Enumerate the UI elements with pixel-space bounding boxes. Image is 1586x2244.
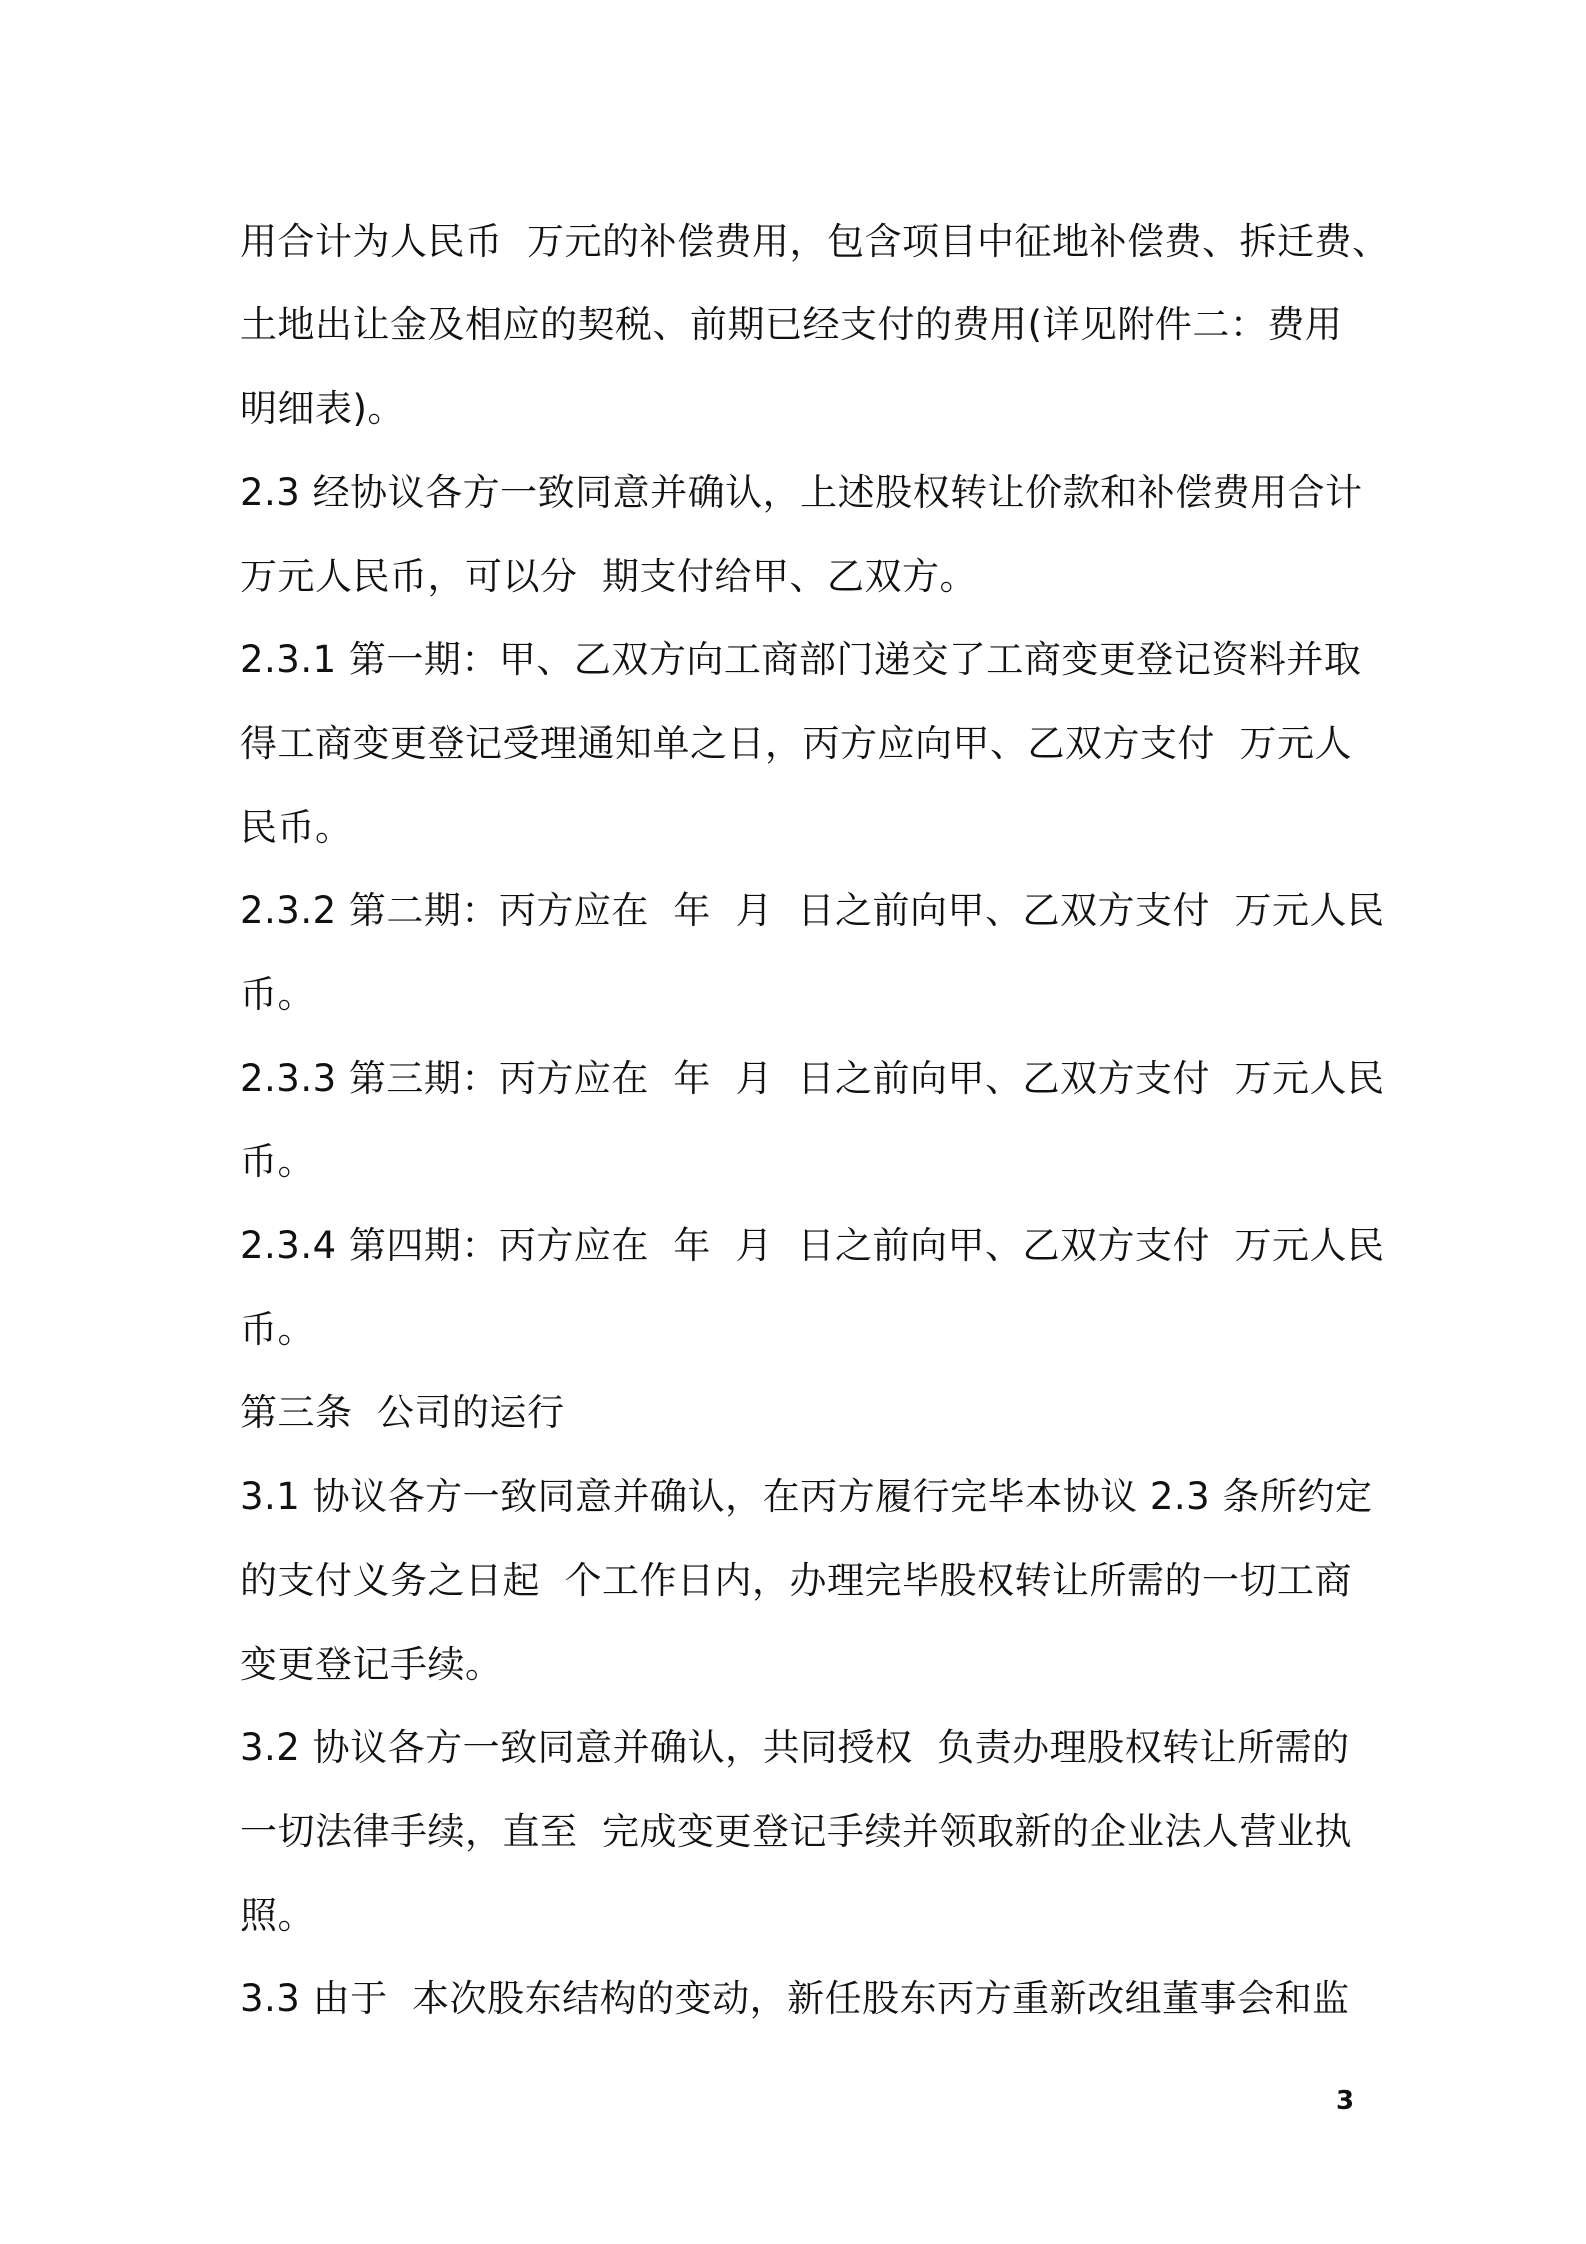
section-heading: 第三条 公司的运行 bbox=[240, 1391, 565, 1434]
text-line: 3.1 协议各方一致同意并确认，在丙方履行完毕本协议 2.3 条所约定 bbox=[240, 1475, 1373, 1518]
text-line: 币。 bbox=[240, 973, 315, 1016]
text-line: 明细表)。 bbox=[240, 387, 405, 430]
text-line: 用合计为人民币 万元的补偿费用，包含项目中征地补偿费、拆迁费、 bbox=[240, 220, 1390, 263]
text-line: 3.3 由于 本次股东结构的变动，新任股东丙方重新改组董事会和监 bbox=[240, 1977, 1350, 2020]
text-line: 2.3.1 第一期：甲、乙双方向工商部门递交了工商变更登记资料并取 bbox=[240, 638, 1362, 681]
text-line: 币。 bbox=[240, 1308, 315, 1351]
text-line: 万元人民币，可以分 期支付给甲、乙双方。 bbox=[240, 555, 978, 598]
text-line: 一切法律手续，直至 完成变更登记手续并领取新的企业法人营业执 bbox=[240, 1810, 1353, 1853]
text-line: 3.2 协议各方一致同意并确认，共同授权 负责办理股权转让所需的 bbox=[240, 1726, 1350, 1769]
text-line: 变更登记手续。 bbox=[240, 1643, 503, 1686]
text-line: 2.3.2 第二期：丙方应在 年 月 日之前向甲、乙双方支付 万元人民 bbox=[240, 889, 1385, 932]
text-line: 得工商变更登记受理通知单之日，丙方应向甲、乙双方支付 万元人 bbox=[240, 722, 1353, 765]
text-line: 民币。 bbox=[240, 806, 353, 849]
text-line: 2.3.4 第四期：丙方应在 年 月 日之前向甲、乙双方支付 万元人民 bbox=[240, 1224, 1385, 1267]
text-line: 土地出让金及相应的契税、前期已经支付的费用(详见附件二：费用 bbox=[240, 303, 1343, 346]
text-line: 2.3.3 第三期：丙方应在 年 月 日之前向甲、乙双方支付 万元人民 bbox=[240, 1057, 1385, 1100]
text-line: 照。 bbox=[240, 1894, 315, 1937]
page-number: 3 bbox=[1336, 2086, 1355, 2116]
text-line: 的支付义务之日起 个工作日内，办理完毕股权转让所需的一切工商 bbox=[240, 1559, 1353, 1602]
text-line: 币。 bbox=[240, 1140, 315, 1183]
text-line: 2.3 经协议各方一致同意并确认，上述股权转让价款和补偿费用合计 bbox=[240, 471, 1363, 514]
